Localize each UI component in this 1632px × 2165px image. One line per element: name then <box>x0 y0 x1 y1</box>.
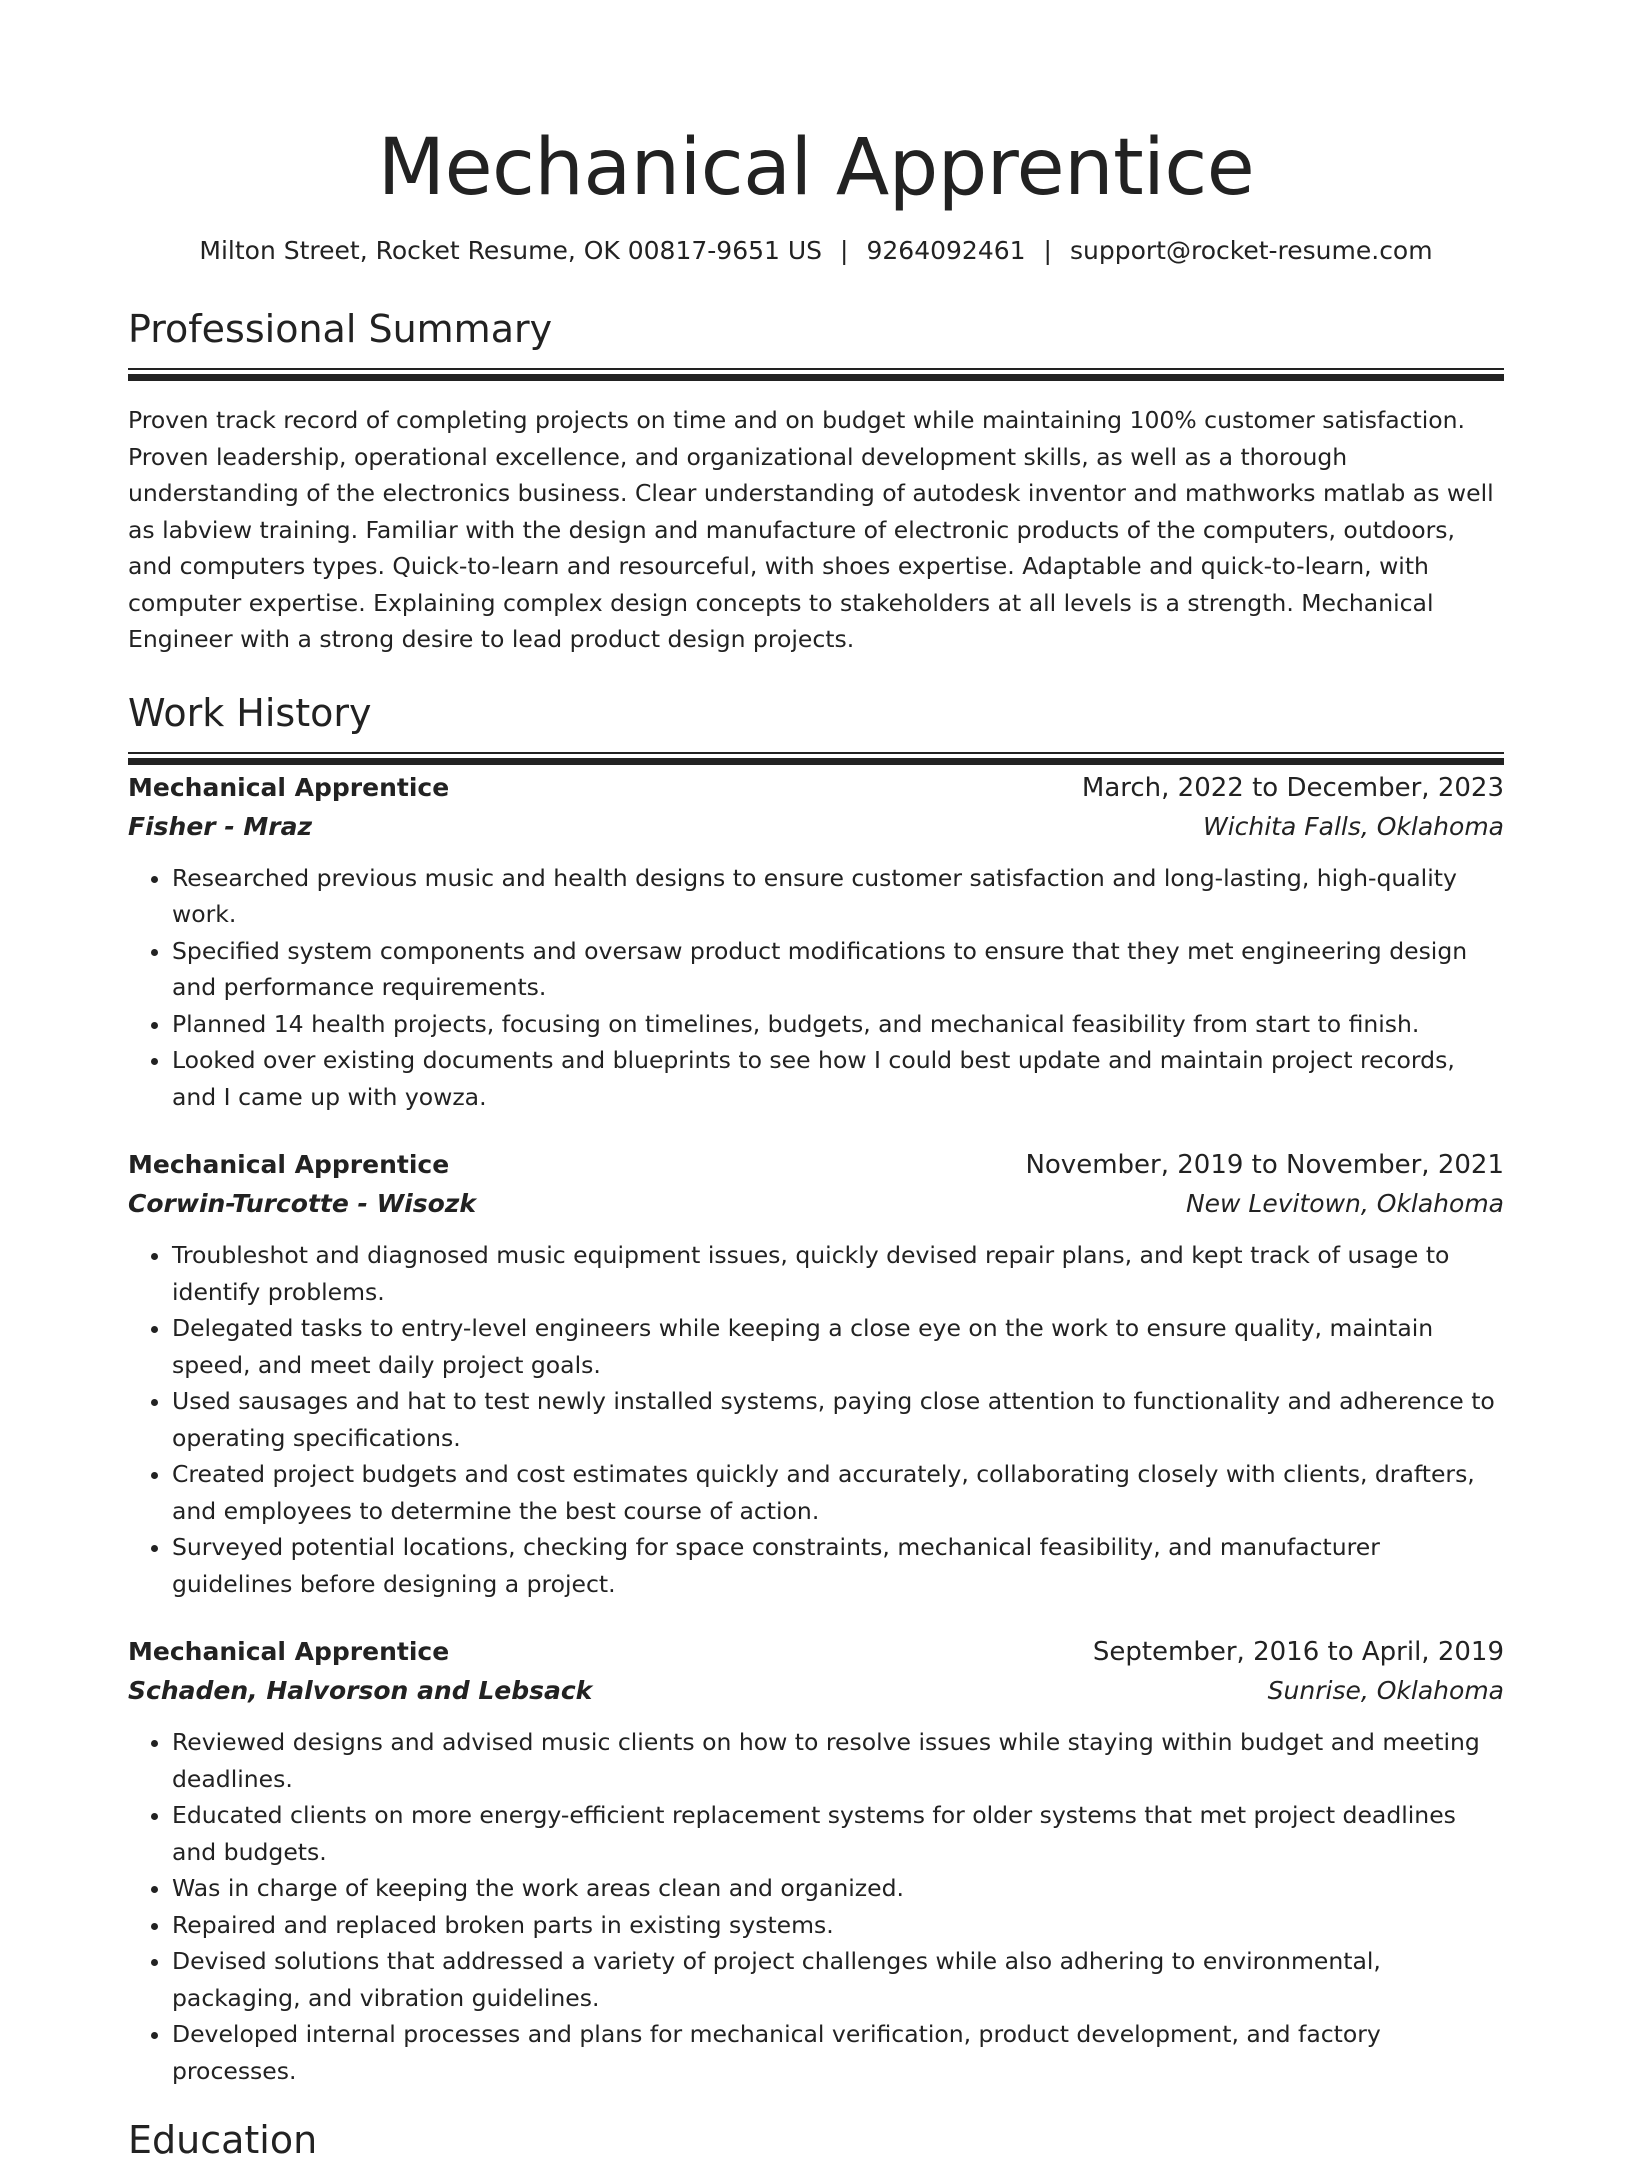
job-bullet: • Used sausages and hat to test newly installed systems, paying close attention to functionality and adherence to operating specifications. <box>172 1383 1504 1456</box>
contact-phone: 9264092461 <box>866 236 1026 265</box>
section-title-education: Education <box>128 2118 318 2162</box>
job-bullet: • Created project budgets and cost estimates quickly and accurately, collaborating closely with clients, drafters, and employees to determine the best course of action. <box>172 1456 1504 1529</box>
candidate-name: Mechanical Apprentice <box>377 123 1255 213</box>
job-title: Mechanical Apprentice <box>128 1637 450 1666</box>
job-entry <box>128 1145 1504 1602</box>
job-bullets <box>128 1237 1504 1602</box>
job-title: Mechanical Apprentice <box>128 1150 450 1179</box>
job-location: Sunrise, Oklahoma <box>1267 1676 1504 1705</box>
job-bullet: • Developed internal processes and plans for mechanical verification, product development, and factory processes. <box>172 2016 1504 2089</box>
job-bullet: • Troubleshot and diagnosed music equipment issues, quickly devised repair plans, and kept track of usage to identify problems. <box>172 1237 1504 1310</box>
job-bullets <box>128 860 1504 1116</box>
section-title-summary: Professional Summary <box>128 307 553 351</box>
job-bullet: • Delegated tasks to entry-level engineers while keeping a close eye on the work to ensure quality, maintain speed, and meet daily project goals. <box>172 1310 1504 1383</box>
job-company: Fisher - Mraz <box>128 811 313 841</box>
section-divider <box>128 752 1504 754</box>
section-divider <box>128 368 1504 370</box>
job-location: New Levitown, Oklahoma <box>1185 1189 1504 1218</box>
education-section <box>128 2115 1504 2165</box>
job-dates: November, 2019 to November, 2021 <box>1025 1150 1504 1180</box>
job-bullet: • Looked over existing documents and blueprints to see how I could best update and maintain project records, and I came up with yowza. <box>172 1042 1504 1115</box>
section-title-work-history: Work History <box>128 690 372 735</box>
contact-address: Milton Street, Rocket Resume, OK 00817-9651 US <box>199 236 823 265</box>
job-bullet: • Repaired and replaced broken parts in existing systems. <box>172 1907 1504 1944</box>
contact-separator: | <box>840 236 849 265</box>
job-entry <box>128 1632 1504 2089</box>
job-company: Corwin-Turcotte - Wisozk <box>128 1189 476 1218</box>
summary-text: Proven track record of completing projects on time and on budget while maintaining 100% customer satisfaction. Proven leadership, operational excellence, and organizational development skills, as well as a thorough understanding of the electronics business. Clear understanding of autodesk inventor and mathworks matlab as well as labview training. Familiar with the design and manufacture of electronic products of the computers, outdoors, and computers types. Quick-to-learn and resourceful, with shoes expertise. Adaptable and quick-to-learn, with computer expertise. Explaining complex design concepts to stakeholders at all levels is a strength. Mechanical Engineer with a strong desire to lead product design projects. <box>128 406 1494 653</box>
job-bullet: • Was in charge of keeping the work areas clean and organized. <box>172 1870 1504 1907</box>
job-bullets <box>128 1724 1504 2089</box>
job-dates: September, 2016 to April, 2019 <box>1092 1637 1504 1667</box>
job-dates: March, 2022 to December, 2023 <box>1081 772 1504 803</box>
job-bullet: • Researched previous music and health designs to ensure customer satisfaction and long-lasting, high-quality work. <box>172 860 1504 933</box>
contact-email: support@rocket-resume.com <box>1069 236 1433 265</box>
job-location: Wichita Falls, Oklahoma <box>1202 811 1504 841</box>
job-bullet: • Educated clients on more energy-efficient replacement systems for older systems that met project deadlines and budgets. <box>172 1797 1504 1870</box>
job-title: Mechanical Apprentice <box>128 772 450 802</box>
job-bullet: • Surveyed potential locations, checking for space constraints, mechanical feasibility, and manufacturer guidelines before designing a project. <box>172 1529 1504 1602</box>
job-bullet: • Reviewed designs and advised music clients on how to resolve issues while staying within budget and meeting deadlines. <box>172 1724 1504 1797</box>
job-bullet: • Devised solutions that addressed a variety of project challenges while also adhering to environmental, packaging, and vibration guidelines. <box>172 1943 1504 2016</box>
job-bullet: • Planned 14 health projects, focusing on timelines, budgets, and mechanical feasibility from start to finish. <box>172 1006 1504 1043</box>
resume-page <box>128 0 1504 2165</box>
work-history-section <box>128 688 1504 2090</box>
job-company: Schaden, Halvorson and Lebsack <box>128 1676 593 1705</box>
job-entry <box>128 768 1504 1116</box>
professional-summary-section <box>128 304 1504 658</box>
contact-separator: | <box>1043 236 1052 265</box>
contact-line <box>128 234 1504 268</box>
job-bullet: • Specified system components and oversaw product modifications to ensure that they met engineering design and performance requirements. <box>172 933 1504 1006</box>
